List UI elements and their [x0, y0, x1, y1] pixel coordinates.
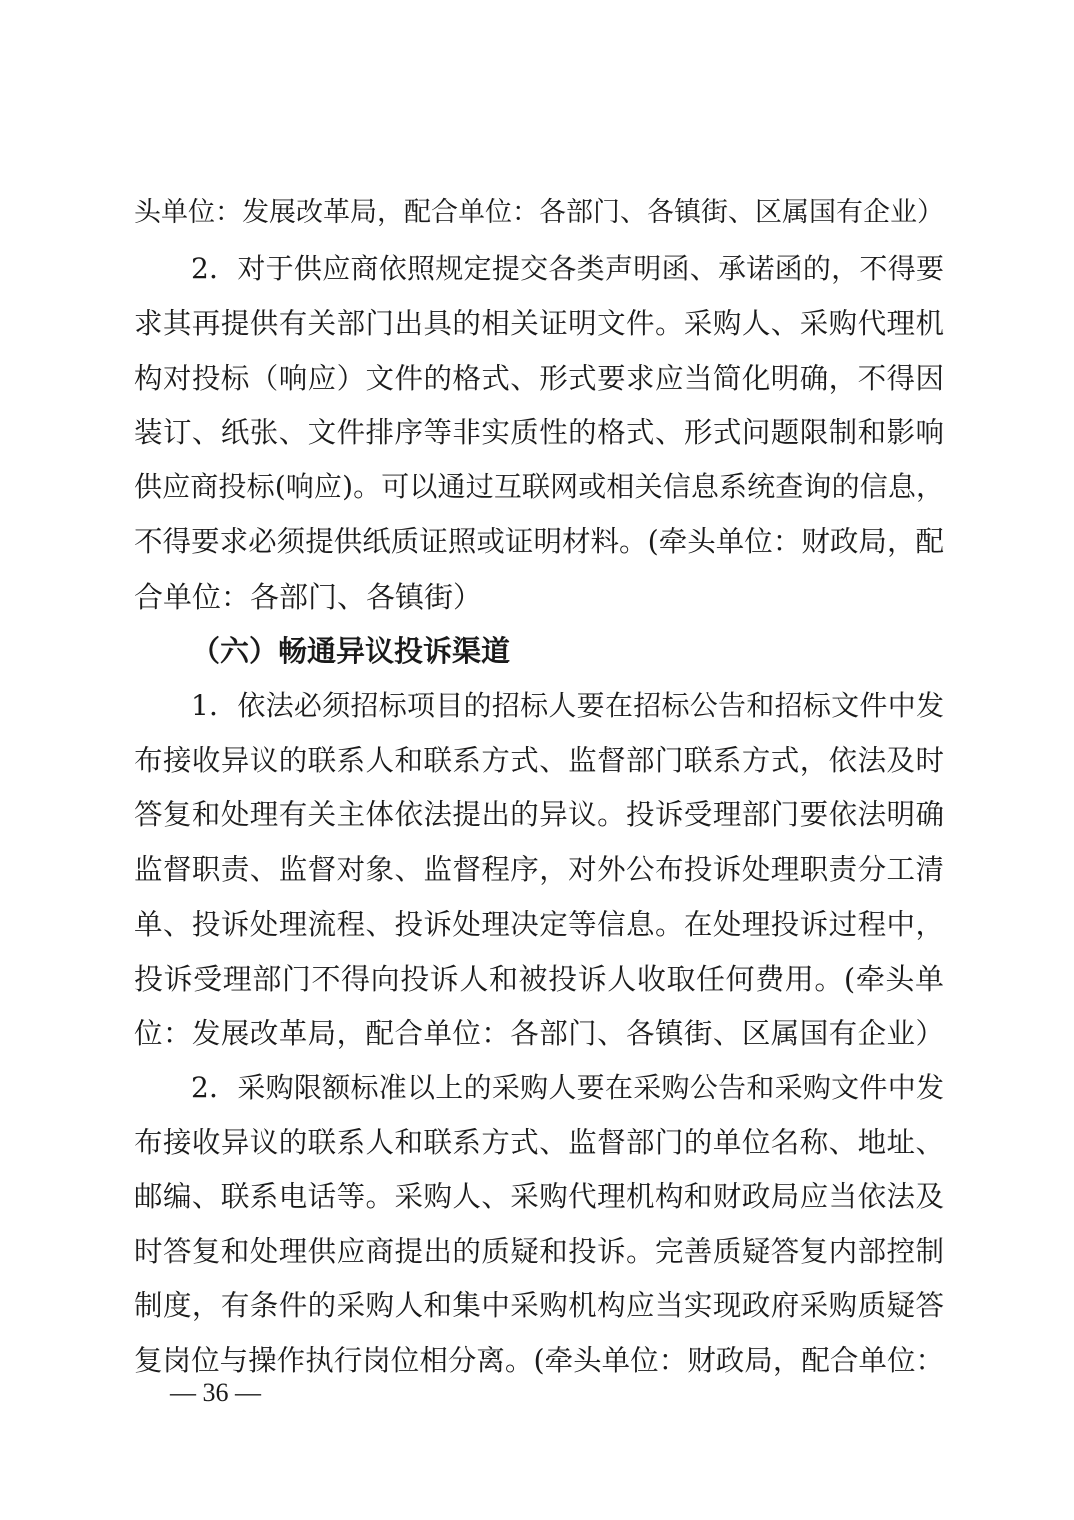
body-line: 位：发展改革局，配合单位：各部门、各镇街、区属国有企业） — [134, 1017, 944, 1050]
item-2-line: 2．对于供应商依照规定提交各类声明函、承诺函的，不得要 — [191, 252, 944, 285]
page-number: — 36 — — [170, 1378, 261, 1407]
body-line: 供应商投标(响应)。可以通过互联网或相关信息系统查询的信息， — [134, 470, 944, 503]
body-line: 时答复和处理供应商提出的质疑和投诉。完善质疑答复内部控制 — [134, 1235, 944, 1268]
body-line: 答复和处理有关主体依法提出的异议。投诉受理部门要依法明确 — [134, 798, 944, 831]
body-line: 单、投诉处理流程、投诉处理决定等信息。在处理投诉过程中， — [134, 908, 944, 941]
body-line: 监督职责、监督对象、监督程序，对外公布投诉处理职责分工清 — [134, 853, 944, 886]
body-line: 布接收异议的联系人和联系方式、监督部门的单位名称、地址、 — [134, 1126, 944, 1159]
body-line: 邮编、联系电话等。采购人、采购代理机构和财政局应当依法及 — [134, 1180, 944, 1213]
body-line: 布接收异议的联系人和联系方式、监督部门联系方式，依法及时 — [134, 744, 944, 777]
body-line: 投诉受理部门不得向投诉人和被投诉人收取任何费用。(牵头单 — [134, 962, 944, 996]
body-line: 头单位：发展改革局，配合单位：各部门、各镇街、区属国有企业） — [134, 197, 944, 228]
body-line: 不得要求必须提供纸质证照或证明材料。(牵头单位：财政局，配 — [134, 525, 944, 558]
body-line: 复岗位与操作执行岗位相分离。(牵头单位：财政局，配合单位： — [134, 1344, 944, 1377]
body-line: 装订、纸张、文件排序等非实质性的格式、形式问题限制和影响 — [134, 416, 944, 449]
item-2-line: 2．采购限额标准以上的采购人要在采购公告和采购文件中发 — [191, 1071, 944, 1104]
section-heading: （六）畅通异议投诉渠道 — [191, 634, 511, 668]
body-line: 求其再提供有关部门出具的相关证明文件。采购人、采购代理机 — [134, 307, 944, 340]
item-1-line: 1．依法必须招标项目的招标人要在招标公告和招标文件中发 — [191, 689, 944, 722]
body-line: 制度，有条件的采购人和集中采购机构应当实现政府采购质疑答 — [134, 1289, 944, 1322]
body-line: 构对投标（响应）文件的格式、形式要求应当简化明确，不得因 — [134, 362, 944, 395]
body-line: 合单位：各部门、各镇街） — [134, 580, 483, 614]
